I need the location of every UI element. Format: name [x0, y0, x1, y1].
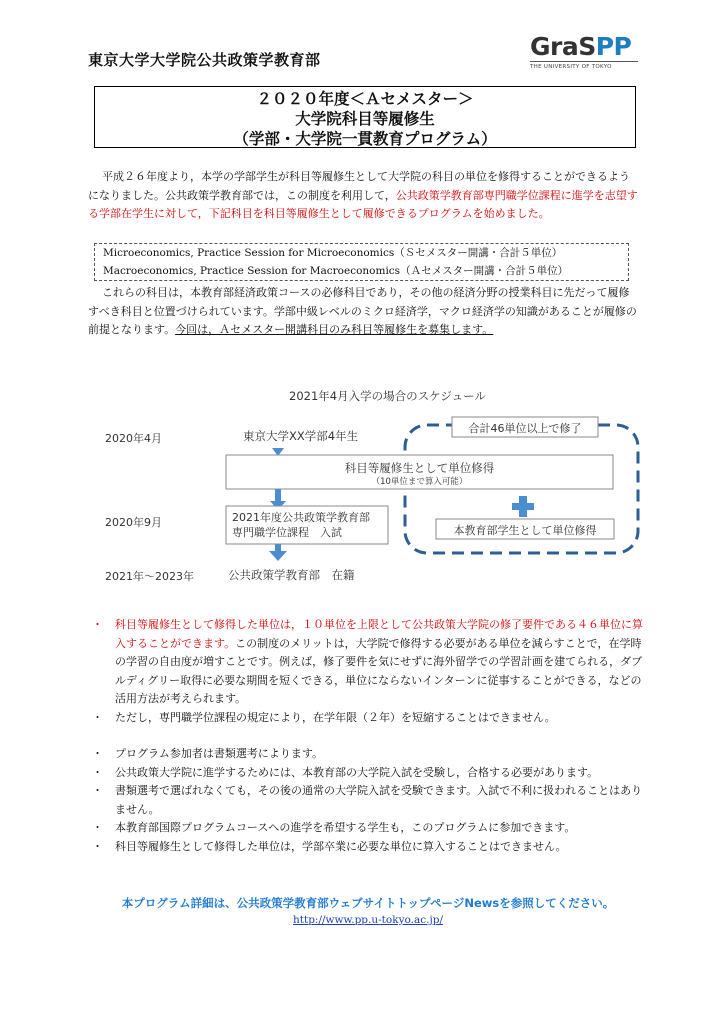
course-item-macro: Macroeconomics, Practice Session for Macroeconomics（Ａセメスター開講・合計５単位）	[103, 265, 569, 277]
requirements-list	[88, 745, 648, 856]
exam-box-label	[232, 510, 370, 540]
benefits-list	[88, 616, 648, 727]
plus-icon-v	[519, 496, 527, 517]
list-item-text: 本教育部国際プログラムコースへの進学を希望する学生も，このプログラムに参加できます。	[115, 821, 576, 834]
title-line-3: （学部・大学院一貫教育プログラム）	[233, 130, 497, 148]
intro-text: 平成２６年度より，本学の学部学生が科目等履修生として大学院の科目の単位を修得することができるようになりました。公共政策学教育部では，この制度を利用して，	[88, 170, 630, 202]
bullet-marker: ・	[92, 710, 103, 724]
list-item-text: プログラム参加者は書類選考によります。	[115, 747, 324, 760]
schedule-date-2: 2020年9月	[105, 516, 162, 529]
schedule-status-1: 東京大学XX学部4年生	[243, 429, 359, 443]
organization-name: 東京大学大学院公共政策学教育部	[88, 51, 321, 69]
schedule-date-3: 2021年～2023年	[105, 570, 194, 583]
logo-text-a: GraS	[530, 32, 596, 61]
bullet-marker: ・	[92, 784, 103, 797]
credit-transfer-highlight: 科目等履修生として修得した単位は，１０単位を上限として公共政策大学院の修了要件である４６単位に算入することができます。	[115, 618, 643, 650]
arrow-shaft-2	[275, 489, 281, 503]
list-item	[88, 764, 648, 783]
bullet-marker: ・	[92, 618, 103, 631]
arrow-down-3	[269, 551, 287, 561]
logo-subtitle: THE UNIVERSITY OF TOKYO	[530, 64, 612, 70]
course-item-micro: Microeconomics, Practice Session for Microeconomics（Ｓセメスター開講・合計５単位）	[103, 247, 563, 259]
credit-box-label: 科目等履修生として単位修得	[344, 461, 495, 475]
details-note: 本プログラム詳細は、公共政策学教育部ウェブサイトトップページNewsを参照してください。	[121, 896, 615, 910]
list-item	[88, 709, 648, 728]
website-link[interactable]: http://www.pp.u-tokyo.ac.jp/	[293, 914, 443, 926]
list-item	[88, 838, 648, 857]
total-label: 合計46単位以上で修了	[468, 422, 582, 435]
credit-transfer-text: この制度のメリットは，大学院で修得する必要がある単位を減らすことで，在学時の学習の自由度が増すことです。例えば，修了要件を気にせずに海外留学での学習計画を建てられる，ダブルディグリー取得に必要な期間を短くできる，単位にならないインターンに従事することができる，などの活用方法が考えられます。	[115, 636, 643, 705]
bullet-marker: ・	[92, 765, 103, 779]
schedule-title: 2021年4月入学の場合のスケジュール	[289, 389, 486, 403]
bullet-marker: ・	[92, 821, 103, 834]
limitation-text: ただし，専門職学位課程の規定により，在学年限（２年）を短縮することはできません。	[115, 710, 556, 724]
student-label: 本教育部学生として単位修得	[453, 524, 597, 537]
credit-box-sub: （10単位まで算入可能）	[371, 477, 468, 487]
recruitment-notice: 今回は，Ａセメスター開講科目のみ科目等履修生を募集します。	[175, 323, 494, 336]
bullet-marker: ・	[92, 747, 103, 760]
title-line-1: ２０２０年度＜Ａセメスター＞	[256, 90, 474, 108]
schedule-status-3: 公共政策学教育部 在籍	[228, 568, 355, 582]
list-item	[88, 782, 648, 819]
bullet-marker: ・	[92, 839, 103, 853]
list-item-text: 科目等履修生として修得した単位は，学部卒業に必要な単位に算入することはできません。	[115, 839, 567, 853]
schedule-date-1: 2020年4月	[105, 432, 162, 445]
list-item-text: 書類選考で選ばれなくても，その後の通常の大学院入試を受験できます。入試で不利に扱われることはありません。	[115, 784, 643, 816]
exam-line-1: 2021年度公共政策学教育部	[232, 511, 370, 524]
title-line-2: 大学院科目等履修生	[295, 110, 435, 128]
list-item	[88, 616, 648, 709]
list-item-text: 公共政策大学院に進学するためには、本教育部の大学院入試を受験し，合格する必要があります。	[115, 765, 599, 779]
list-item	[88, 819, 648, 838]
intro-highlight: 公共政策学教育部専門職学位課程に進学を志望する学部在学生に対して，下記科目を科目等履修生として履修できるプログラムを始めました。	[88, 188, 638, 220]
course-description-text: これらの科目は，本教育部経済政策コースの必修科目であり，その他の経済分野の授業科目に先だって履修すべき科目と位置づけられています。学部中級レベルのミクロ経済学，マクロ経済学の知識があることが履修の前提となります。	[88, 286, 637, 336]
exam-line-2: 専門職学位課程 入試	[232, 526, 342, 539]
logo-text-b: PP	[595, 32, 632, 61]
list-item	[88, 745, 648, 764]
